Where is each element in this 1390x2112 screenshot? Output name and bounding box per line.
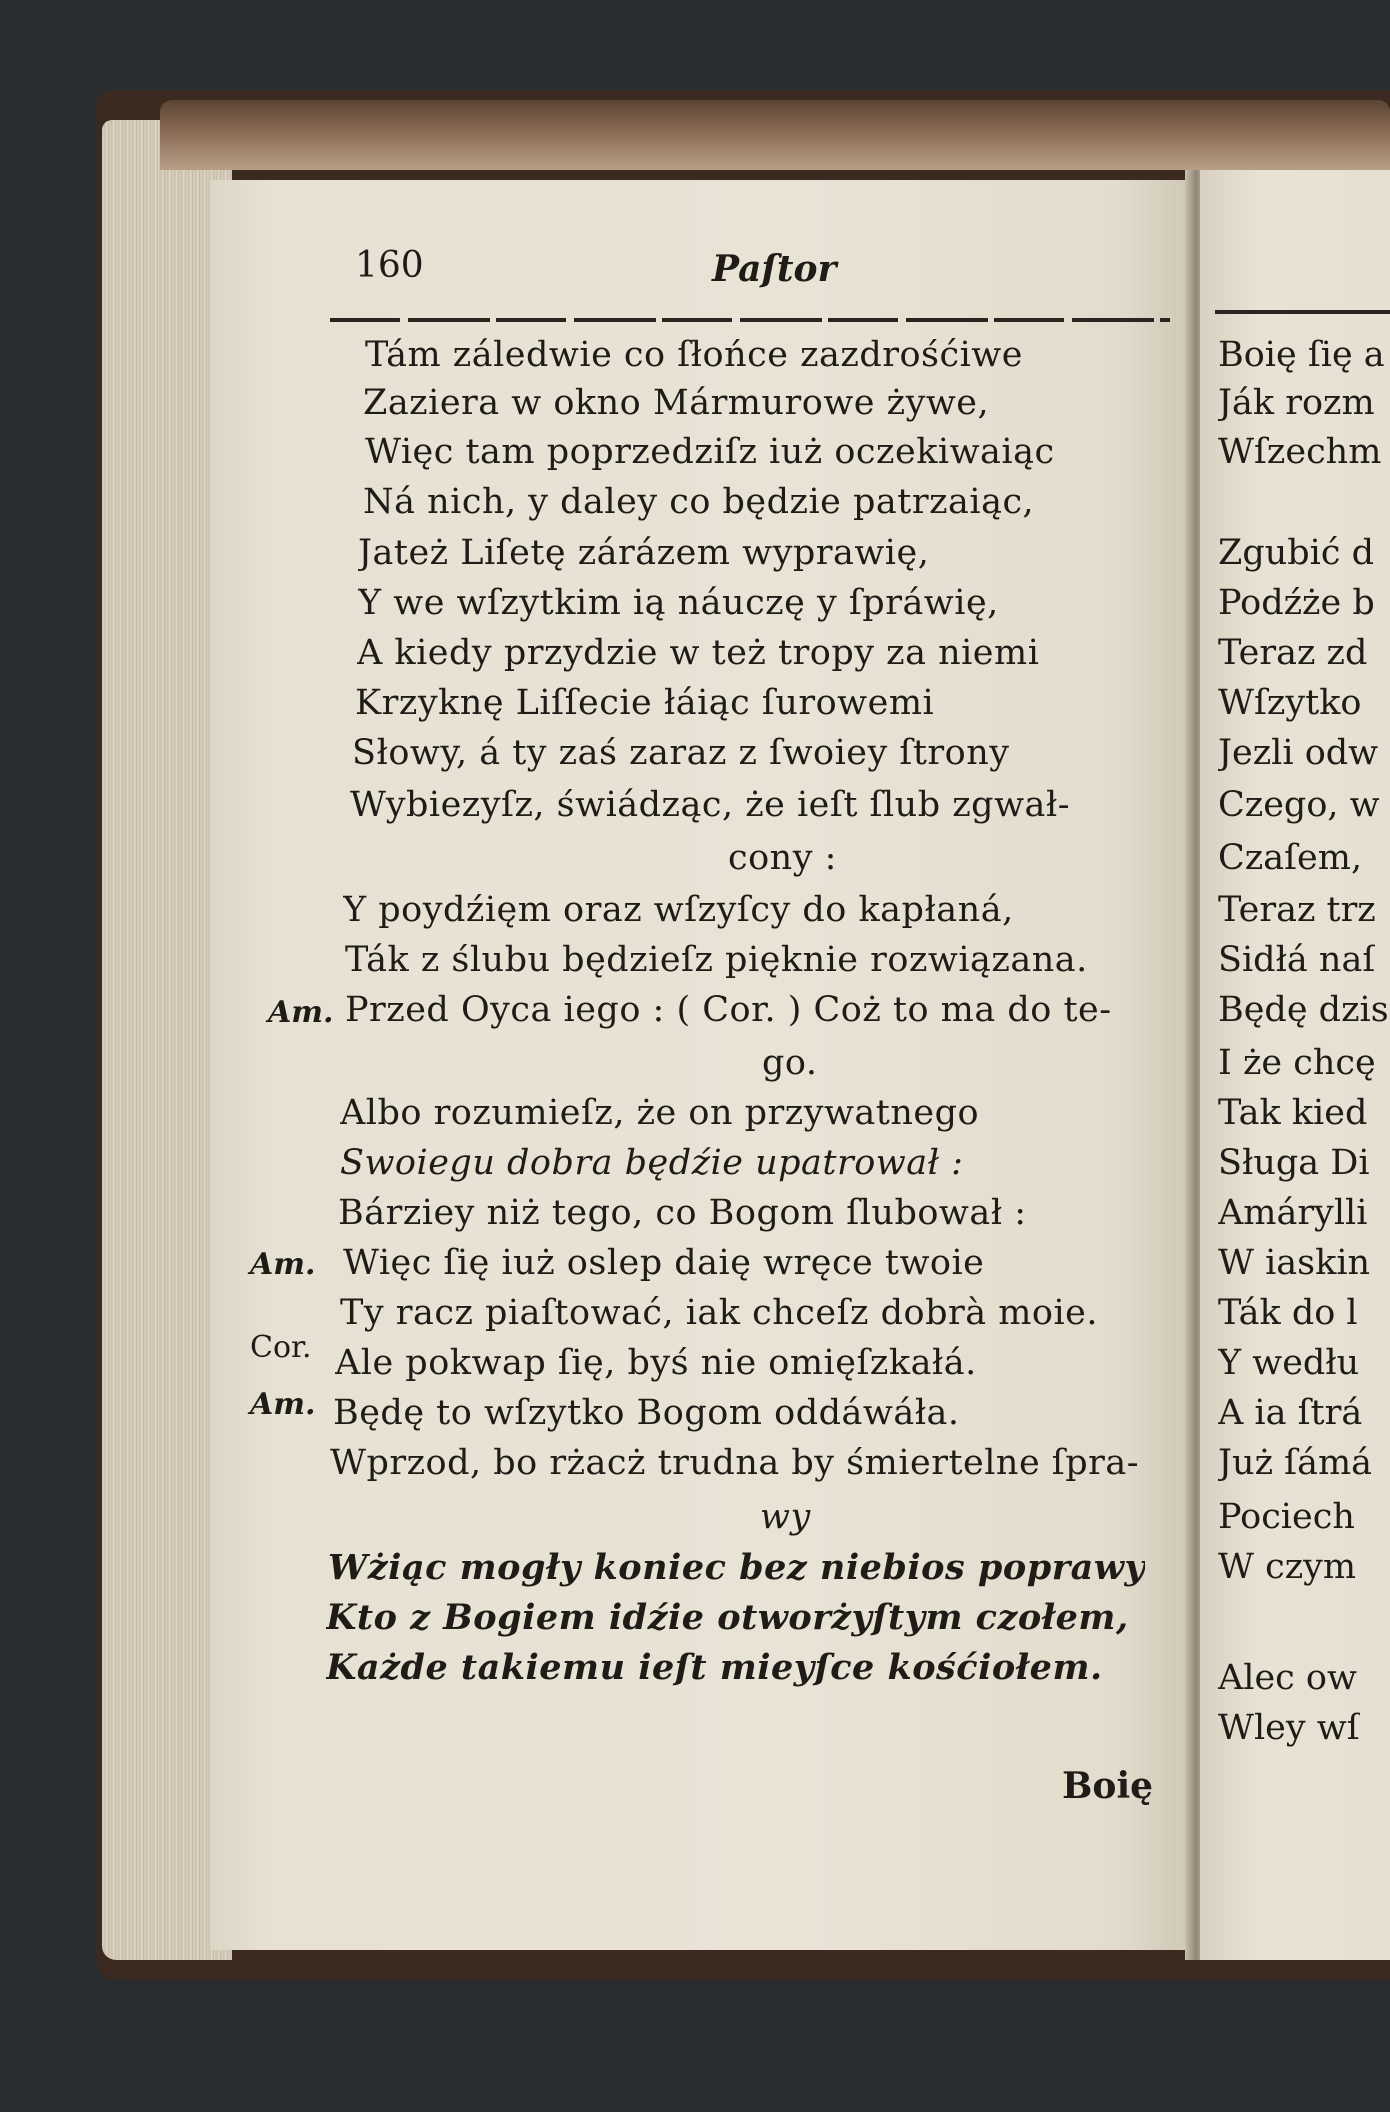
verse-line: Teraz zd [1218, 633, 1368, 673]
verse-line: Ják rozm [1218, 383, 1375, 423]
verse-line: Już ſámá [1218, 1443, 1373, 1483]
verse-line: Y we wſzytkim ią náuczę y ſpráwię, [358, 583, 999, 623]
running-head: Paſtor [712, 248, 837, 290]
page-number: 160 [355, 245, 424, 286]
verse-line: Więc ſię iuż oslep daię wręce twoie [343, 1243, 985, 1283]
verse-line: Albo rozumieſz, że on przywatnego [340, 1093, 980, 1133]
verse-line: Słowy, á ty zaś zaraz z ſwoiey ſtrony [352, 733, 1010, 773]
verse-line: Czego, w [1218, 785, 1380, 825]
verse-line: Wybiezyſz, świádząc, że ieſt ſlub zgwał- [350, 785, 1071, 825]
verse-line: Boię ſię a [1218, 335, 1385, 375]
verse-line: Pociech [1218, 1497, 1355, 1537]
verse-line: Wſzechm [1218, 432, 1382, 472]
speaker-label: Cor. [250, 1330, 312, 1365]
verse-line: Kto z Bogiem idźie otworżyſtym czołem, [326, 1597, 1129, 1638]
verse-line: Ty racz piaſtować, iak chceſz dobrà moie. [340, 1293, 1099, 1333]
verse-line: W iaskin [1218, 1243, 1371, 1283]
verse-line: Podźże b [1218, 583, 1375, 623]
verse-line: Wſzytko [1218, 683, 1362, 723]
verse-line: Więc tam poprzedziſz iuż oczekiwaiąc [365, 432, 1055, 472]
right-header-rule [1215, 310, 1390, 314]
verse-line: wy [760, 1497, 811, 1537]
verse-line: Alec ow [1218, 1658, 1357, 1698]
speaker-label: Am. [250, 1387, 316, 1422]
verse-line: Będę to wſzytko Bogom oddáwáła. [333, 1393, 960, 1433]
verse-line: Teraz trz [1218, 890, 1376, 930]
speaker-label: Am. [250, 1247, 316, 1282]
header-rule [330, 318, 1170, 322]
verse-line: I że chcę [1218, 1043, 1376, 1083]
verse-line: W czym [1218, 1547, 1357, 1587]
verse-line: Y poydźięm oraz wſzyſcy do kapłaná, [343, 890, 1014, 930]
verse-line: Wprzod, bo rżacż trudna by śmiertelne ſpra- [330, 1443, 1140, 1483]
verse-line: A ia ſtrá [1218, 1393, 1363, 1433]
speaker-label: Am. [268, 995, 334, 1030]
verse-line: Zaziera w okno Mármurowe żywe, [363, 383, 990, 423]
verse-line: Tak kied [1218, 1093, 1368, 1133]
book-top-edge [160, 100, 1390, 170]
verse-line: Ták z ślubu będzieſz pięknie rozwiązana. [345, 940, 1088, 980]
verse-line: Krzyknę Liſſecie łáiąc ſurowemi [355, 683, 935, 723]
verse-line: Ták do l [1218, 1293, 1358, 1333]
verse-line: Przed Oyca iego : ( Cor. ) Coż to ma do te- [345, 990, 1112, 1030]
verse-line: Każde takiemu ieſt mieyſce kośćiołem. [326, 1647, 1103, 1688]
verse-line: Ale pokwap ſię, byś nie omięſzkałá. [335, 1343, 977, 1383]
verse-line: Zgubić d [1218, 533, 1374, 573]
verse-line: Sidłá naſ [1218, 940, 1376, 980]
verse-line: Będę dzis [1218, 990, 1389, 1030]
verse-line: A kiedy przydzie w też tropy za niemi [357, 633, 1040, 673]
verse-line: Jateż Liſetę zárázem wyprawię, [358, 533, 930, 573]
verse-line: Czaſem, [1218, 838, 1363, 878]
verse-line: Jezli odw [1218, 733, 1379, 773]
verse-line: Bárziey niż tego, co Bogom ſlubował : [338, 1193, 1027, 1233]
catchword: Boię [1062, 1765, 1154, 1807]
verse-line: Ná nich, y daley co będzie patrzaiąc, [363, 482, 1035, 522]
verse-line: cony : [728, 838, 837, 878]
verse-line: Sługa Di [1218, 1143, 1370, 1183]
verse-line: Wżiąc mogły koniec bez niebios poprawy [328, 1547, 1146, 1588]
verse-line: Y wedłu [1218, 1343, 1360, 1383]
verse-line: Tám záledwie co ſłońce zazdrośćiwe [365, 335, 1023, 375]
verse-line: Swoiegu dobra będźie upatrował : [340, 1143, 964, 1183]
verse-line: Amárylli [1218, 1193, 1368, 1233]
verse-line: go. [762, 1043, 818, 1083]
verse-line: Wley wſ [1218, 1708, 1360, 1748]
